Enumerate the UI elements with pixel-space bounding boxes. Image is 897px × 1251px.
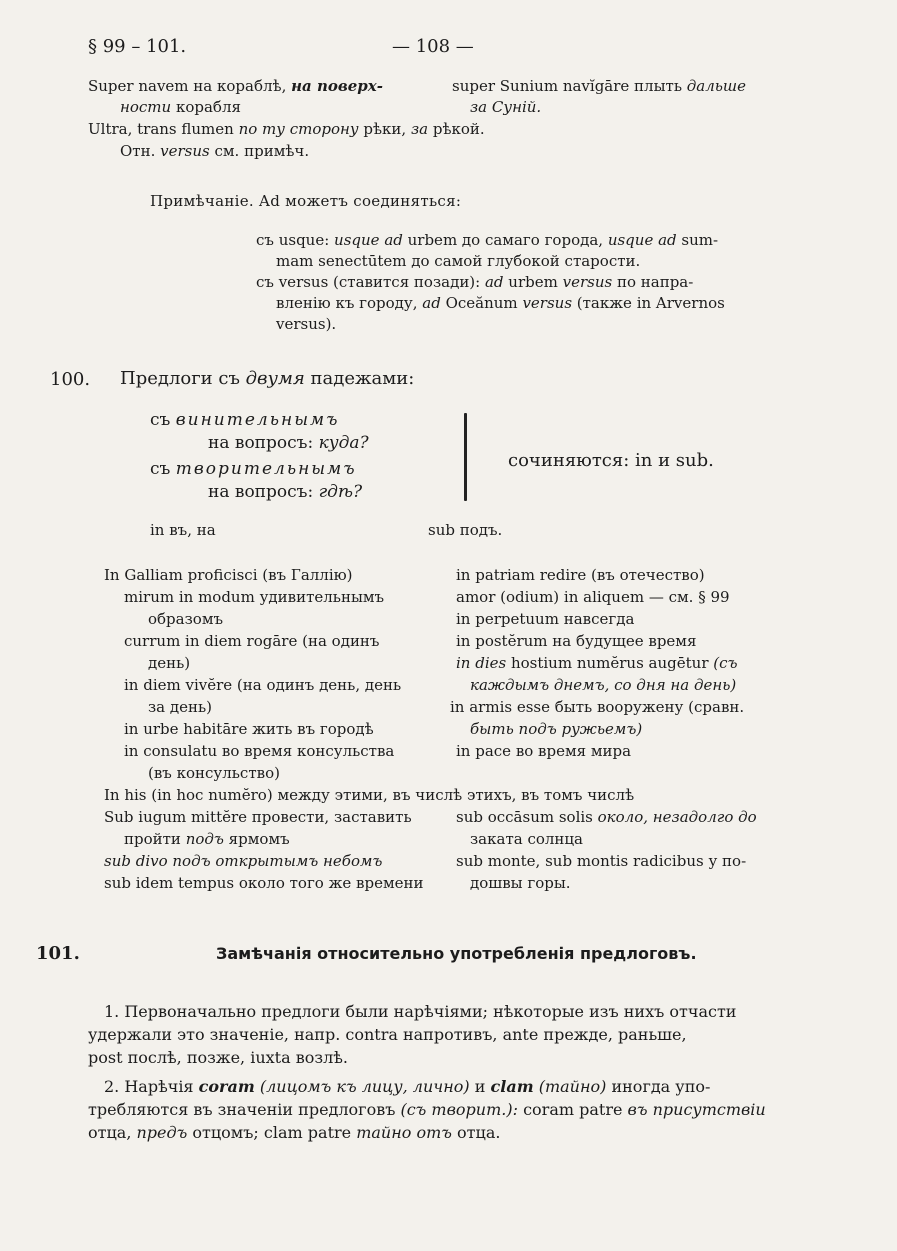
example-right: in armis esse быть вооружену (сравн. xyxy=(450,698,745,716)
example-right: in pace во время мира xyxy=(456,742,632,760)
sub-example-left: sub idem tempus около того же времени xyxy=(104,874,424,892)
sub-example-right: дошвы горы. xyxy=(470,874,571,892)
section-101-number: 101. xyxy=(36,943,80,964)
ultra-line: Ultra, trans flumen по ту сторону рѣки, за рѣкой. xyxy=(88,120,485,138)
super-line-1: Super navem на кораблѣ, на поверх- xyxy=(88,77,383,95)
paragraph-1-line-3: post послѣ, позже, iuxta возлѣ. xyxy=(88,1048,348,1067)
paragraph-1-line-2: удержали это значеніе, напр. contra напротивъ, ante прежде, раньше, xyxy=(88,1025,687,1044)
example-left: за день) xyxy=(148,698,213,716)
section-101-heading: Замѣчанія относительно употребленія предлоговъ. xyxy=(216,944,697,963)
sub-example-left: пройти подъ ярмомъ xyxy=(124,830,290,848)
example-right: каждымъ днемъ, со дня на день) xyxy=(470,676,737,694)
sunium-line-2: за Суній. xyxy=(470,98,542,116)
accusative-line-1: съ винительнымъ xyxy=(150,410,340,430)
paragraph-1-line-1: 1. Первоначально предлоги были нарѣчіями; нѣкоторые изъ нихъ отчасти xyxy=(104,1002,737,1021)
section-reference: § 99 – 101. xyxy=(88,36,187,57)
super-line-2: ности корабля xyxy=(120,98,241,116)
example-left: mirum in modum удивительнымъ xyxy=(124,588,385,606)
example-left: день) xyxy=(148,654,191,672)
page-number: — 108 — xyxy=(392,36,474,57)
example-right: быть подъ ружьемъ) xyxy=(470,720,643,738)
sub-example-right: sub occāsum solis около, незадолго до xyxy=(456,808,757,826)
accusative-line-2: на вопросъ: куда? xyxy=(208,433,369,453)
note-versus-1: съ versus (ставится позади): ad urbem versus по напра- xyxy=(256,273,694,291)
sub-example-left: Sub iugum mittĕre провести, заставить xyxy=(104,808,412,826)
brace-bar xyxy=(464,413,467,501)
paragraph-2-line-1: 2. Нарѣчія coram (лицомъ къ лицу, лично) и clam (тайно) иногда упо- xyxy=(104,1077,711,1096)
example-right: in patriam redire (въ отечество) xyxy=(456,566,705,584)
sub-example-right: sub monte, sub montis radicibus у по- xyxy=(456,852,747,870)
ablative-line-2: на вопросъ: гдѣ? xyxy=(208,482,363,502)
in-gloss: in въ, на xyxy=(150,521,216,539)
example-full-width: In his (in hoc numĕro) между этими, въ числѣ этихъ, въ томъ числѣ xyxy=(104,786,635,804)
example-left: (въ консульство) xyxy=(148,764,280,782)
sub-example-left: sub divo подъ открытымъ небомъ xyxy=(104,852,383,870)
example-left: in consulatu во время консульства xyxy=(124,742,395,760)
note-usque-2: mam senectūtem до самой глубокой старости. xyxy=(276,252,641,270)
example-right: in perpetuum навсегда xyxy=(456,610,635,628)
note-usque-1: съ usque: usque ad urbem до самаго города, usque ad sum- xyxy=(256,231,719,249)
paragraph-2-line-2: требляются въ значеніи предлоговъ (съ творит.): coram patre въ присутствіи xyxy=(88,1100,766,1119)
section-100-heading: Предлоги съ двумя падежами: xyxy=(120,368,415,389)
sunium-line-1: super Sunium navĭgāre плыть дальше xyxy=(452,77,747,95)
example-right: in postĕrum на будущее время xyxy=(456,632,697,650)
note-versus-2: вленію къ городу, ad Oceănum versus (также in Arvernos xyxy=(276,294,725,312)
note-versus-3: versus). xyxy=(276,315,337,333)
example-right: in dies hostium numĕrus augētur (съ xyxy=(456,654,738,672)
example-left: in diem vivĕre (на одинъ день, день xyxy=(124,676,402,694)
note-title: Примѣчаніе. Ad можетъ соединяться: xyxy=(150,192,462,210)
ablative-line-1: съ творительнымъ xyxy=(150,459,357,479)
example-left: In Galliam proficisci (въ Галлію) xyxy=(104,566,353,584)
versus-reference: Отн. versus см. примѣч. xyxy=(120,142,310,160)
example-left: currum in diem rogāre (на одинъ xyxy=(124,632,380,650)
example-left: in urbe habitāre жить въ городѣ xyxy=(124,720,374,738)
sub-gloss: sub подъ. xyxy=(428,521,503,539)
paragraph-2-line-3: отца, предъ отцомъ; clam patre тайно отъ отца. xyxy=(88,1123,501,1142)
example-right: amor (odium) in aliquem — см. § 99 xyxy=(456,588,730,606)
combination-rule: сочиняются: in и sub. xyxy=(508,450,714,471)
sub-example-right: заката солнца xyxy=(470,830,583,848)
example-left: образомъ xyxy=(148,610,224,628)
section-100-number: 100. xyxy=(50,369,91,390)
